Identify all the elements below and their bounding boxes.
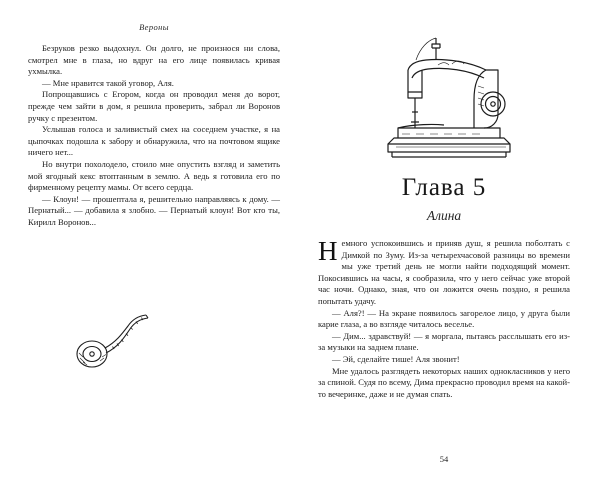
paragraph: Попрощавшись с Егором, когда он проводил меня до ворот, прежде чем зайти в дом, я решила проверить, забрал ли Воронов ручку с презентом. xyxy=(28,89,280,123)
paragraph: Мне удалось разглядеть некоторых наших однокласников у него за спиной. Судя по всему, Дима прекрасно проводил время на какой-то вечеринке, даже и не думая спать. xyxy=(318,365,570,399)
paragraph: — Дим... здравствуй! — я моргала, пытаясь расслышать его из-за музыки на заднем плане. xyxy=(318,330,570,353)
paragraph: — Аля?! — На экране появилось загорелое лицо, у друга были карие глаза, а во взгляде читалось веселье. xyxy=(318,307,570,330)
paragraph: Но внутри похолодело, стоило мне опустить взгляд и заметить мой ягодный кекс втоптанным в землю. А ведь я готовила его по фирменному рецепту мамы. От всего сердца. xyxy=(28,158,280,193)
chapter-subtitle: Алина xyxy=(426,208,462,223)
left-page xyxy=(28,22,280,474)
paragraph: Безруков резко выдохнул. Он долго, не произнося ни слова, смотрел мне в глаза, но вдруг на его лице появилась кривая ухмылка. xyxy=(28,43,280,77)
page-number: 54 xyxy=(439,454,449,464)
paragraph: Услышав голоса и заливистый смех на соседнем участке, я на цыпочках подошла к забору и обнаружила, что на почтовом ящике ничего нет... xyxy=(28,124,280,158)
paragraph: — Клоун! — прошептала я, решительно направляясь к дому. — Пернатый... — добавила я злобно. — Пернатый клоун! Вот кто ты, Кирилл Воронов... xyxy=(28,193,280,227)
first-paragraph xyxy=(318,238,570,308)
measuring-tape-illustration xyxy=(66,310,162,372)
right-page xyxy=(318,22,570,474)
drop-cap: Н xyxy=(318,236,338,266)
running-head: Вероны xyxy=(139,22,169,32)
sewing-machine-illustration xyxy=(374,26,524,166)
paragraph: — Эй, сделайте тише! Аля звонит! xyxy=(332,353,460,364)
right-page-body xyxy=(318,238,570,400)
first-paragraph-text: емного успокоившись и приняв душ, я решила поболтать с Димкой по Зуму. Из-за четырехчасовой разницы во времени мы уже третий день не могли найти подходящий момент. Покосившись на часы, я сообразила, что у него сейчас уже второй час ночи. Однако, зная, что он ложится очень поздно, я решила попытать удачу. xyxy=(318,238,570,306)
paragraph: — Мне нравится такой уговор, Аля. xyxy=(42,77,174,88)
chapter-title: Глава 5 xyxy=(401,174,487,201)
